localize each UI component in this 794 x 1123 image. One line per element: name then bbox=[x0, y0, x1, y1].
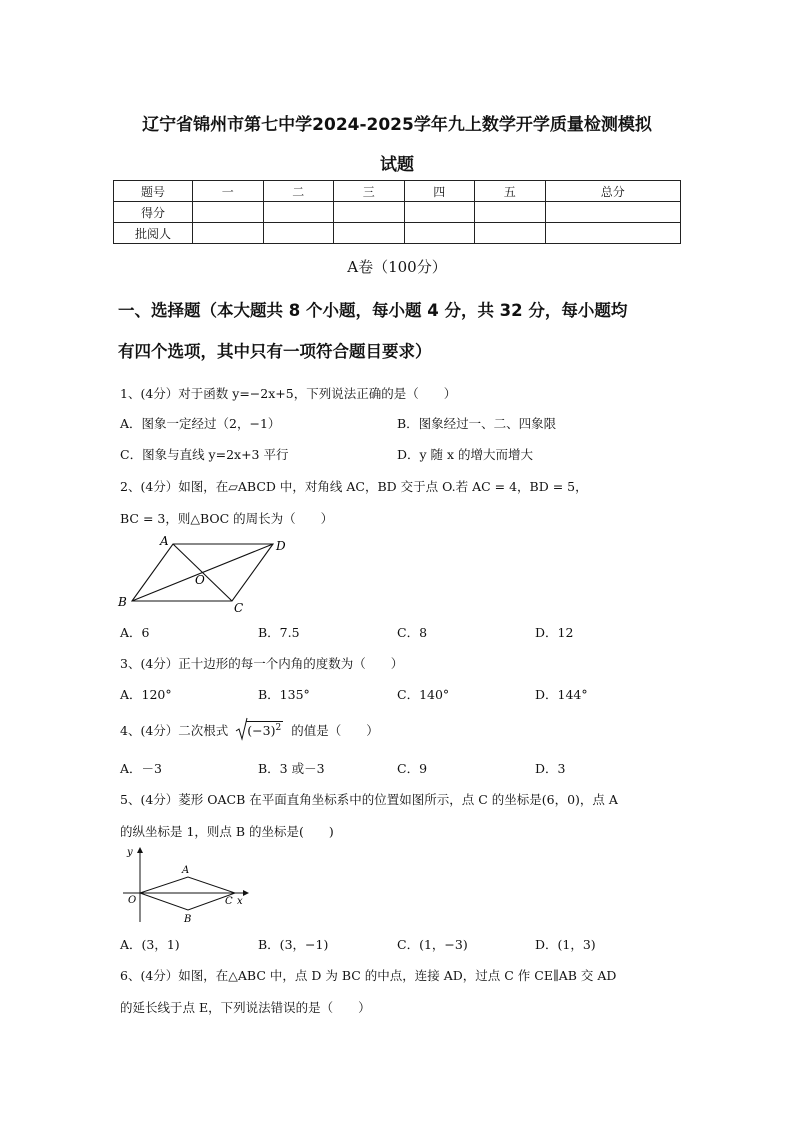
grader-cell[interactable] bbox=[545, 223, 681, 244]
label-b: B bbox=[118, 595, 127, 609]
volume-label: A卷（100分） bbox=[347, 258, 447, 276]
q2-stem-line1: 2、(4分）如图，在▱ABCD 中，对角线 AC，BD 交于点 O.若 AC = 4，BD = 5， bbox=[120, 479, 588, 494]
label-c: C bbox=[225, 896, 233, 907]
q6-stem-line2: 的延长线于点 E，下列说法错误的是（ ） bbox=[120, 1000, 371, 1015]
label-c: C bbox=[234, 601, 244, 615]
grader-row bbox=[114, 223, 681, 244]
label-a: A bbox=[160, 534, 169, 548]
score-cell[interactable] bbox=[193, 202, 264, 223]
score-cell[interactable] bbox=[545, 202, 681, 223]
exam-title-line1: 辽宁省锦州市第七中学2024-2025学年九上数学开学质量检测模拟 bbox=[142, 115, 652, 135]
q1-stem: 1、(4分）对于函数 y=−2x+5，下列说法正确的是（ ） bbox=[120, 386, 457, 401]
q3-option-d[interactable]: D．144° bbox=[535, 687, 588, 702]
section-heading-line1: 一、选择题（本大题共 8 个小题，每小题 4 分，共 32 分，每小题均 bbox=[118, 301, 628, 320]
q5-option-a[interactable]: A．(3，1) bbox=[120, 937, 180, 952]
q4-option-c[interactable]: C．9 bbox=[397, 761, 428, 776]
q2-stem-line2: BC = 3，则△BOC 的周长为（ ） bbox=[120, 511, 334, 526]
q3-option-a[interactable]: A．120° bbox=[120, 687, 172, 702]
q4-stem bbox=[120, 721, 379, 739]
label-o: O bbox=[195, 573, 205, 587]
q1-option-c[interactable]: C．图象与直线 y=2x+3 平行 bbox=[120, 447, 289, 462]
parallelogram-figure bbox=[115, 535, 295, 615]
grader-cell[interactable] bbox=[475, 223, 546, 244]
q4-stem-suffix: 的值是（ ） bbox=[291, 723, 379, 738]
q5-stem-line2: 的纵坐标是 1，则点 B 的坐标是( ) bbox=[120, 824, 334, 839]
q4-option-d[interactable]: D．3 bbox=[535, 761, 566, 776]
grader-cell[interactable] bbox=[263, 223, 334, 244]
radicand-box bbox=[246, 721, 283, 738]
q3-option-b[interactable]: B．135° bbox=[258, 687, 310, 702]
q5-option-c[interactable]: C．(1，−3) bbox=[397, 937, 468, 952]
q3-stem: 3、(4分）正十边形的每一个内角的度数为（ ） bbox=[120, 656, 404, 671]
label-d: D bbox=[276, 539, 286, 553]
score-cell[interactable] bbox=[475, 202, 546, 223]
section-heading-line2: 有四个选项，其中只有一项符合题目要求） bbox=[118, 342, 432, 361]
q2-option-b[interactable]: B．7.5 bbox=[258, 625, 300, 640]
header-cell: 五 bbox=[475, 181, 546, 202]
row-label: 批阅人 bbox=[114, 223, 193, 244]
header-cell: 总分 bbox=[545, 181, 681, 202]
header-cell: 四 bbox=[404, 181, 475, 202]
label-y: y bbox=[127, 847, 133, 858]
q1-option-a[interactable]: A．图象一定经过（2，−1） bbox=[120, 416, 281, 431]
header-cell: 三 bbox=[334, 181, 405, 202]
grader-cell[interactable] bbox=[193, 223, 264, 244]
radical-sign bbox=[236, 717, 248, 743]
score-table bbox=[113, 180, 681, 244]
row-label: 得分 bbox=[114, 202, 193, 223]
rhombus-coordinate-figure bbox=[118, 842, 258, 927]
exam-title-line2: 试题 bbox=[380, 155, 414, 175]
label-o: O bbox=[128, 895, 137, 906]
score-cell[interactable] bbox=[404, 202, 475, 223]
header-cell: 二 bbox=[263, 181, 334, 202]
q5-option-b[interactable]: B．(3，−1) bbox=[258, 937, 329, 952]
header-cell: 题号 bbox=[114, 181, 193, 202]
score-table-header-row bbox=[114, 181, 681, 202]
grader-cell[interactable] bbox=[334, 223, 405, 244]
q2-option-a[interactable]: A．6 bbox=[120, 625, 150, 640]
sqrt-expression bbox=[236, 723, 283, 738]
label-a: A bbox=[182, 865, 190, 876]
q3-option-c[interactable]: C．140° bbox=[397, 687, 450, 702]
q1-option-b[interactable]: B．图象经过一、二、四象限 bbox=[397, 416, 557, 431]
score-cell[interactable] bbox=[334, 202, 405, 223]
q4-stem-prefix: 4、(4分）二次根式 bbox=[120, 723, 229, 738]
q2-option-c[interactable]: C．8 bbox=[397, 625, 428, 640]
header-cell: 一 bbox=[193, 181, 264, 202]
q6-stem-line1: 6、(4分）如图，在△ABC 中，点 D 为 BC 的中点，连接 AD，过点 C 作 CE∥AB 交 AD bbox=[120, 968, 617, 983]
q5-stem-line1: 5、(4分）菱形 OACB 在平面直角坐标系中的位置如图所示，点 C 的坐标是(6，0)，点 A bbox=[120, 792, 618, 807]
label-b: B bbox=[184, 914, 192, 925]
score-cell[interactable] bbox=[263, 202, 334, 223]
q5-option-d[interactable]: D．(1，3) bbox=[535, 937, 596, 952]
q1-option-d[interactable]: D．y 随 x 的增大而增大 bbox=[397, 447, 534, 462]
grader-cell[interactable] bbox=[404, 223, 475, 244]
score-row bbox=[114, 202, 681, 223]
exponent: 2 bbox=[275, 722, 282, 733]
radicand: (−3) bbox=[247, 723, 276, 738]
q2-option-d[interactable]: D．12 bbox=[535, 625, 574, 640]
label-x: x bbox=[237, 896, 243, 907]
q4-option-a[interactable]: A．－3 bbox=[120, 761, 162, 776]
q4-option-b[interactable]: B．3 或－3 bbox=[258, 761, 325, 776]
